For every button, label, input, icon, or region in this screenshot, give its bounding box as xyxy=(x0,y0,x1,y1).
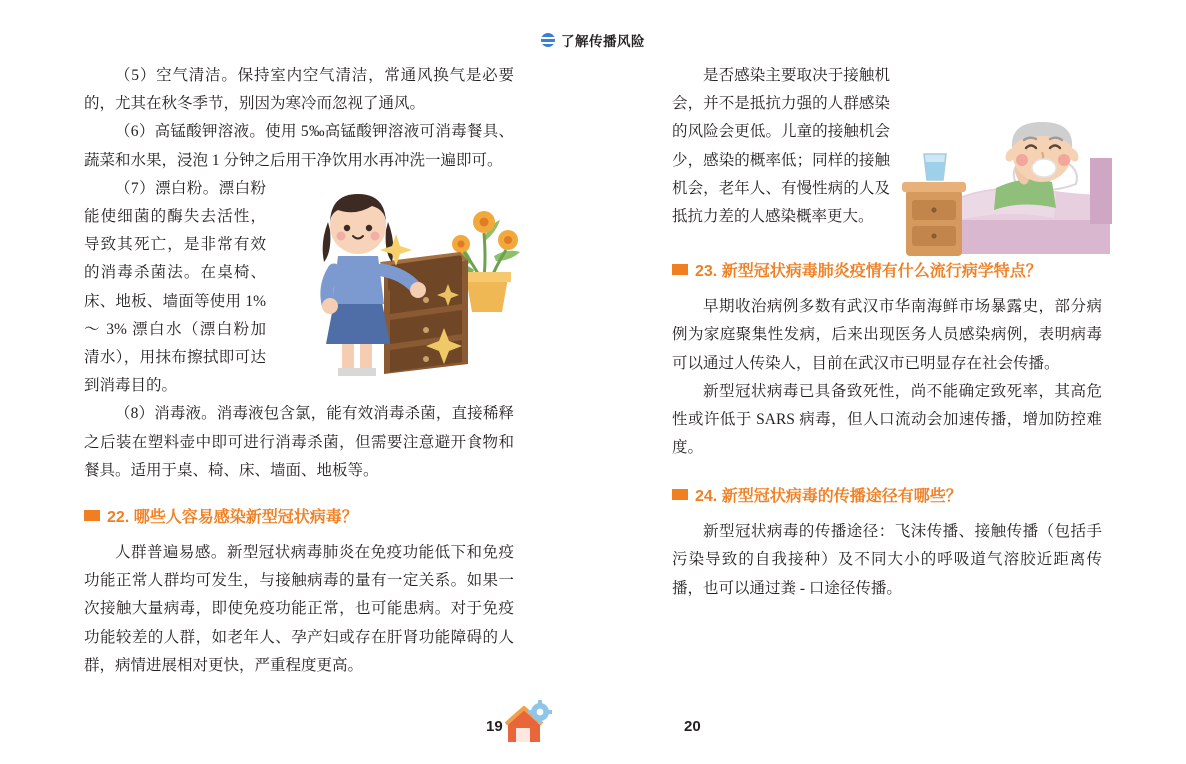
paragraph-8: （8）消毒液。消毒液包含氯，能有效消毒杀菌，直接稀释之后装在塑料壶中即可进行消毒杀菌，但需要注意避开食物和餐具。适用于桌、椅、床、墙面、地板等。 xyxy=(84,405,514,479)
question-heading-24 xyxy=(672,484,1102,510)
heading-marker-icon xyxy=(84,510,100,521)
answer-23-paragraph-1: 早期收治病例多数有武汉市华南海鲜市场暴露史，部分病例为家庭聚集性发病，后来出现医务人员感染病例，表明病毒可以通过人传染人，目前在武汉市已明显存在社会传播。 xyxy=(672,298,1102,372)
running-header-title: 了解传播风险 xyxy=(561,34,645,49)
virus-spread-icon xyxy=(541,33,555,47)
question-22-text: 哪些人容易感染新型冠状病毒？ xyxy=(133,509,358,527)
running-header xyxy=(0,30,1186,52)
question-24-number: 24. xyxy=(695,488,718,506)
right-intro-paragraph: 是否感染主要取决于接触机会，并不是抵抗力强的人群感染的风险会更低。儿童的接触机会少，感染的概率低；同样的接触机会，老年人、有慢性病的人及抵抗力差的人感染概率更大。 xyxy=(672,67,890,226)
girl-cleaning-dresser-illustration xyxy=(298,178,538,390)
paragraph-5: （5）空气清洁。保持室内空气清洁，常通风换气是必要的，尤其在秋冬季节，别因为寒冷而忽视了通风。 xyxy=(84,67,514,113)
question-22-number: 22. xyxy=(107,509,130,527)
heading-marker-icon xyxy=(672,264,688,275)
page-number-left: 19 xyxy=(486,718,503,735)
question-24-text: 新型冠状病毒的传播途径有哪些？ xyxy=(721,488,962,506)
house-gear-icon xyxy=(504,700,554,746)
paragraph-6: （6）高锰酸钾溶液。使用 5‰高锰酸钾溶液可消毒餐具、蔬菜和水果，浸泡 1 分钟之后用干净饮用水再冲洗一遍即可。 xyxy=(84,123,514,169)
paragraph-7: （7）漂白粉。漂白粉能使细菌的酶失去活性，导致其死亡，是非常有效的消毒杀菌法。在桌椅、床、地板、墙面等使用 1% ～ 3% 漂白水（漂白粉加清水），用抹布擦拭即可达到消毒目的。 xyxy=(84,179,266,395)
question-heading-22 xyxy=(84,505,514,531)
question-23-text: 新型冠状病毒肺炎疫情有什么流行病学特点？ xyxy=(721,263,1042,281)
answer-24: 新型冠状病毒的传播途径：飞沫传播、接触传播（包括手污染导致的自我接种）及不同大小的呼吸道气溶胶近距离传播，也可以通过粪 - 口途径传播。 xyxy=(672,523,1102,597)
answer-23-paragraph-2: 新型冠状病毒已具备致死性，尚不能确定致死率，其高危性或许低于 SARS 病毒，但人口流动会加速传播，增加防控难度。 xyxy=(672,382,1102,457)
elderly-man-sick-in-bed-illustration xyxy=(900,62,1116,278)
answer-22: 人群普遍易感。新型冠状病毒肺炎在免疫功能低下和免疫功能正常人群均可发生，与接触病毒的量有一定关系。如果一次接触大量病毒，即使免疫功能正常，也可能患病。对于免疫功能较差的人群，如老年人、孕产妇或存在肝肾功能障碍的人群，病情进展相对更快，严重程度更高。 xyxy=(84,543,514,674)
page-number-right: 20 xyxy=(684,718,701,735)
heading-marker-icon xyxy=(672,489,688,500)
question-23-number: 23. xyxy=(695,263,718,281)
